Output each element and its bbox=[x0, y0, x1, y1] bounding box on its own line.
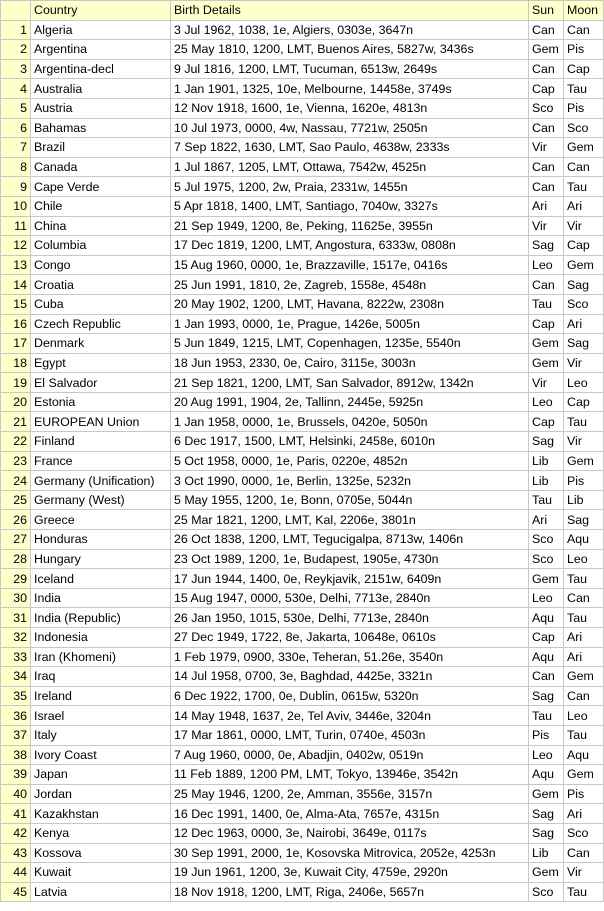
row-number-cell[interactable]: 8 bbox=[1, 157, 31, 177]
country-cell[interactable]: Iraq bbox=[31, 667, 171, 687]
sun-sign-cell[interactable]: Ari bbox=[529, 510, 564, 530]
birth-details-cell[interactable]: 12 Nov 1918, 1600, 1e, Vienna, 1620e, 4813n bbox=[171, 98, 529, 118]
moon-sign-cell[interactable]: Aqu bbox=[564, 745, 604, 765]
sun-sign-cell[interactable]: Vir bbox=[529, 138, 564, 158]
sun-sign-cell[interactable]: Sco bbox=[529, 98, 564, 118]
country-cell[interactable]: India (Republic) bbox=[31, 608, 171, 628]
sun-sign-cell[interactable]: Aqu bbox=[529, 765, 564, 785]
moon-sign-cell[interactable]: Pis bbox=[564, 471, 604, 491]
table-row bbox=[1, 784, 604, 804]
birth-details-cell[interactable]: 15 Aug 1947, 0000, 530e, Delhi, 7713e, 2840n bbox=[171, 588, 529, 608]
birth-details-cell[interactable]: 9 Jul 1816, 1200, LMT, Tucuman, 6513w, 2649s bbox=[171, 59, 529, 79]
table-row bbox=[1, 843, 604, 863]
table-row bbox=[1, 177, 604, 197]
row-number-cell[interactable]: 43 bbox=[1, 843, 31, 863]
country-cell[interactable]: Germany (West) bbox=[31, 490, 171, 510]
birth-details-cell[interactable]: 1 Jan 1993, 0000, 1e, Prague, 1426e, 5005n bbox=[171, 314, 529, 334]
table-row bbox=[1, 294, 604, 314]
birth-details-cell[interactable]: 12 Dec 1963, 0000, 3e, Nairobi, 3649e, 0117s bbox=[171, 823, 529, 843]
birth-details-cell[interactable]: 27 Dec 1949, 1722, 8e, Jakarta, 10648e, 0610s bbox=[171, 628, 529, 648]
country-cell[interactable]: El Salvador bbox=[31, 373, 171, 393]
table-row bbox=[1, 40, 604, 60]
moon-sign-cell[interactable]: Tau bbox=[564, 412, 604, 432]
moon-sign-cell[interactable]: Leo bbox=[564, 373, 604, 393]
row-number-cell[interactable]: 12 bbox=[1, 236, 31, 256]
country-cell[interactable]: Germany (Unification) bbox=[31, 471, 171, 491]
birth-details-cell[interactable]: 19 Jun 1961, 1200, 3e, Kuwait City, 4759e, 2920n bbox=[171, 863, 529, 883]
row-number-cell[interactable]: 1 bbox=[1, 20, 31, 40]
table-row bbox=[1, 588, 604, 608]
sun-sign-cell[interactable]: Leo bbox=[529, 255, 564, 275]
moon-sign-cell[interactable]: Leo bbox=[564, 706, 604, 726]
row-number-cell[interactable]: 41 bbox=[1, 804, 31, 824]
birth-details-cell[interactable]: 1 Jan 1958, 0000, 1e, Brussels, 0420e, 5050n bbox=[171, 412, 529, 432]
birth-details-cell[interactable]: 23 Oct 1989, 1200, 1e, Budapest, 1905e, 4730n bbox=[171, 549, 529, 569]
sun-sign-cell[interactable]: Gem bbox=[529, 784, 564, 804]
row-number-cell[interactable]: 44 bbox=[1, 863, 31, 883]
sun-sign-cell[interactable]: Gem bbox=[529, 40, 564, 60]
row-number-cell[interactable]: 42 bbox=[1, 823, 31, 843]
moon-sign-cell[interactable]: Sag bbox=[564, 334, 604, 354]
sun-sign-cell[interactable]: Gem bbox=[529, 863, 564, 883]
moon-sign-cell[interactable]: Vir bbox=[564, 432, 604, 452]
birth-details-column-header[interactable]: Birth Details bbox=[171, 1, 529, 21]
row-number-cell[interactable]: 21 bbox=[1, 412, 31, 432]
birth-details-cell[interactable]: 1 Feb 1979, 0900, 330e, Teheran, 51.26e, 3540n bbox=[171, 647, 529, 667]
country-cell[interactable]: Greece bbox=[31, 510, 171, 530]
table-row bbox=[1, 765, 604, 785]
moon-sign-cell[interactable]: Lib bbox=[564, 490, 604, 510]
row-number-cell[interactable]: 25 bbox=[1, 490, 31, 510]
country-cell[interactable]: Cuba bbox=[31, 294, 171, 314]
table-row bbox=[1, 549, 604, 569]
country-cell[interactable]: Hungary bbox=[31, 549, 171, 569]
sun-sign-cell[interactable]: Gem bbox=[529, 569, 564, 589]
country-cell[interactable]: Kuwait bbox=[31, 863, 171, 883]
country-cell[interactable]: Ivory Coast bbox=[31, 745, 171, 765]
birth-details-cell[interactable]: 16 Dec 1991, 1400, 0e, Alma-Ata, 7657e, 4315n bbox=[171, 804, 529, 824]
moon-sign-cell[interactable]: Cap bbox=[564, 59, 604, 79]
country-cell[interactable]: Czech Republic bbox=[31, 314, 171, 334]
birth-details-cell[interactable]: 25 Mar 1821, 1200, LMT, Kal, 2206e, 3801n bbox=[171, 510, 529, 530]
birth-details-cell[interactable]: 1 Jul 1867, 1205, LMT, Ottawa, 7542w, 4525n bbox=[171, 157, 529, 177]
birth-details-cell[interactable]: 10 Jul 1973, 0000, 4w, Nassau, 7721w, 2505n bbox=[171, 118, 529, 138]
row-number-cell[interactable]: 28 bbox=[1, 549, 31, 569]
table-row bbox=[1, 196, 604, 216]
country-cell[interactable]: Iceland bbox=[31, 569, 171, 589]
birth-details-cell[interactable]: 18 Jun 1953, 2330, 0e, Cairo, 3115e, 3003n bbox=[171, 353, 529, 373]
birth-details-cell[interactable]: 6 Dec 1922, 1700, 0e, Dublin, 0615w, 5320n bbox=[171, 686, 529, 706]
birth-details-cell[interactable]: 25 May 1810, 1200, LMT, Buenos Aires, 5827w, 3436s bbox=[171, 40, 529, 60]
table-row bbox=[1, 138, 604, 158]
sun-sign-cell[interactable]: Sag bbox=[529, 804, 564, 824]
table-row bbox=[1, 392, 604, 412]
country-cell[interactable]: Kossova bbox=[31, 843, 171, 863]
moon-sign-cell[interactable]: Tau bbox=[564, 79, 604, 99]
moon-sign-cell[interactable]: Gem bbox=[564, 138, 604, 158]
sun-sign-cell[interactable]: Cap bbox=[529, 628, 564, 648]
birth-details-cell[interactable]: 20 May 1902, 1200, LMT, Havana, 8222w, 2308n bbox=[171, 294, 529, 314]
table-row bbox=[1, 569, 604, 589]
table-row bbox=[1, 334, 604, 354]
moon-sign-cell[interactable]: Vir bbox=[564, 863, 604, 883]
birth-details-cell[interactable]: 1 Jan 1901, 1325, 10e, Melbourne, 14458e, 3749s bbox=[171, 79, 529, 99]
table-row bbox=[1, 823, 604, 843]
sun-sign-cell[interactable]: Vir bbox=[529, 373, 564, 393]
moon-sign-cell[interactable]: Ari bbox=[564, 804, 604, 824]
row-number-cell[interactable]: 23 bbox=[1, 451, 31, 471]
birth-details-cell[interactable]: 5 Oct 1958, 0000, 1e, Paris, 0220e, 4852n bbox=[171, 451, 529, 471]
table-row bbox=[1, 667, 604, 687]
sun-sign-cell[interactable]: Lib bbox=[529, 471, 564, 491]
country-cell[interactable]: Latvia bbox=[31, 882, 171, 902]
sun-sign-cell[interactable]: Sco bbox=[529, 530, 564, 550]
moon-sign-cell[interactable]: Pis bbox=[564, 98, 604, 118]
country-cell[interactable]: Ireland bbox=[31, 686, 171, 706]
row-number-cell[interactable]: 38 bbox=[1, 745, 31, 765]
row-number-cell[interactable]: 24 bbox=[1, 471, 31, 491]
birth-details-cell[interactable]: 3 Jul 1962, 1038, 1e, Algiers, 0303e, 3647n bbox=[171, 20, 529, 40]
table-row bbox=[1, 79, 604, 99]
sun-sign-cell[interactable]: Sag bbox=[529, 236, 564, 256]
table-row bbox=[1, 608, 604, 628]
row-number-cell[interactable]: 39 bbox=[1, 765, 31, 785]
moon-sign-cell[interactable]: Can bbox=[564, 20, 604, 40]
row-number-cell[interactable]: 31 bbox=[1, 608, 31, 628]
birth-details-cell[interactable]: 26 Jan 1950, 1015, 530e, Delhi, 7713e, 2840n bbox=[171, 608, 529, 628]
row-number-cell[interactable]: 34 bbox=[1, 667, 31, 687]
birth-details-cell[interactable]: 21 Sep 1949, 1200, 8e, Peking, 11625e, 3955n bbox=[171, 216, 529, 236]
sun-sign-cell[interactable]: Tau bbox=[529, 294, 564, 314]
country-cell[interactable]: Columbia bbox=[31, 236, 171, 256]
row-number-cell[interactable]: 32 bbox=[1, 628, 31, 648]
country-cell[interactable]: Bahamas bbox=[31, 118, 171, 138]
birth-details-cell[interactable]: 7 Sep 1822, 1630, LMT, Sao Paulo, 4638w, 2333s bbox=[171, 138, 529, 158]
table-row bbox=[1, 373, 604, 393]
row-number-cell[interactable]: 6 bbox=[1, 118, 31, 138]
row-number-cell[interactable]: 37 bbox=[1, 725, 31, 745]
birth-details-cell[interactable]: 14 Jul 1958, 0700, 3e, Baghdad, 4425e, 3321n bbox=[171, 667, 529, 687]
moon-sign-cell[interactable]: Cap bbox=[564, 236, 604, 256]
sun-column-header[interactable]: Sun bbox=[529, 1, 564, 21]
country-cell[interactable]: Kazakhstan bbox=[31, 804, 171, 824]
country-cell[interactable]: Algeria bbox=[31, 20, 171, 40]
country-cell[interactable]: Estonia bbox=[31, 392, 171, 412]
row-number-cell[interactable]: 30 bbox=[1, 588, 31, 608]
row-number-cell[interactable]: 36 bbox=[1, 706, 31, 726]
table-row bbox=[1, 118, 604, 138]
moon-sign-cell[interactable]: Gem bbox=[564, 255, 604, 275]
moon-sign-cell[interactable]: Cap bbox=[564, 392, 604, 412]
table-row bbox=[1, 628, 604, 648]
birth-details-cell[interactable]: 21 Sep 1821, 1200, LMT, San Salvador, 8912w, 1342n bbox=[171, 373, 529, 393]
table-row bbox=[1, 882, 604, 902]
sun-sign-cell[interactable]: Tau bbox=[529, 706, 564, 726]
sun-sign-cell[interactable]: Sag bbox=[529, 823, 564, 843]
country-cell[interactable]: France bbox=[31, 451, 171, 471]
moon-sign-cell[interactable]: Can bbox=[564, 157, 604, 177]
row-number-cell[interactable]: 27 bbox=[1, 530, 31, 550]
table-row bbox=[1, 804, 604, 824]
country-cell[interactable]: Iran (Khomeni) bbox=[31, 647, 171, 667]
sun-sign-cell[interactable]: Leo bbox=[529, 588, 564, 608]
country-cell[interactable]: Jordan bbox=[31, 784, 171, 804]
country-column-header[interactable]: Country bbox=[31, 1, 171, 21]
birth-details-cell[interactable]: 30 Sep 1991, 2000, 1e, Kosovska Mitrovica, 2052e, 4253n bbox=[171, 843, 529, 863]
table-row bbox=[1, 706, 604, 726]
table-row bbox=[1, 471, 604, 491]
row-number-cell[interactable]: 20 bbox=[1, 392, 31, 412]
sun-sign-cell[interactable]: Ari bbox=[529, 196, 564, 216]
table-row bbox=[1, 157, 604, 177]
table-row bbox=[1, 863, 604, 883]
sun-sign-cell[interactable]: Gem bbox=[529, 353, 564, 373]
sun-sign-cell[interactable]: Lib bbox=[529, 451, 564, 471]
table-row bbox=[1, 510, 604, 530]
birth-details-cell[interactable]: 14 May 1948, 1637, 2e, Tel Aviv, 3446e, 3204n bbox=[171, 706, 529, 726]
sun-sign-cell[interactable]: Leo bbox=[529, 745, 564, 765]
moon-sign-cell[interactable]: Leo bbox=[564, 549, 604, 569]
row-number-cell[interactable]: 26 bbox=[1, 510, 31, 530]
moon-sign-cell[interactable]: Pis bbox=[564, 784, 604, 804]
table-row bbox=[1, 490, 604, 510]
moon-sign-cell[interactable]: Tau bbox=[564, 569, 604, 589]
moon-sign-cell[interactable]: Gem bbox=[564, 451, 604, 471]
row-number-cell[interactable]: 22 bbox=[1, 432, 31, 452]
table-row bbox=[1, 98, 604, 118]
table-row bbox=[1, 686, 604, 706]
country-cell[interactable]: Cape Verde bbox=[31, 177, 171, 197]
row-number-cell[interactable]: 10 bbox=[1, 196, 31, 216]
row-number-cell[interactable]: 2 bbox=[1, 40, 31, 60]
country-cell[interactable]: Kenya bbox=[31, 823, 171, 843]
birth-details-cell[interactable]: 7 Aug 1960, 0000, 0e, Abadjin, 0402w, 0519n bbox=[171, 745, 529, 765]
row-number-cell[interactable]: 35 bbox=[1, 686, 31, 706]
birth-details-cell[interactable]: 17 Dec 1819, 1200, LMT, Angostura, 6333w, 0808n bbox=[171, 236, 529, 256]
row-number-cell[interactable]: 9 bbox=[1, 177, 31, 197]
row-number-cell[interactable]: 45 bbox=[1, 882, 31, 902]
moon-sign-cell[interactable]: Ari bbox=[564, 196, 604, 216]
row-number-cell[interactable]: 3 bbox=[1, 59, 31, 79]
moon-sign-cell[interactable]: Gem bbox=[564, 765, 604, 785]
sun-sign-cell[interactable]: Can bbox=[529, 157, 564, 177]
row-number-cell[interactable]: 7 bbox=[1, 138, 31, 158]
row-number-cell[interactable]: 40 bbox=[1, 784, 31, 804]
moon-sign-cell[interactable]: Tau bbox=[564, 882, 604, 902]
birth-details-cell[interactable]: 15 Aug 1960, 0000, 1e, Brazzaville, 1517e, 0416s bbox=[171, 255, 529, 275]
country-cell[interactable]: Brazil bbox=[31, 138, 171, 158]
country-cell[interactable]: Argentina-decl bbox=[31, 59, 171, 79]
table-row bbox=[1, 216, 604, 236]
sun-sign-cell[interactable]: Cap bbox=[529, 314, 564, 334]
sun-sign-cell[interactable]: Sco bbox=[529, 882, 564, 902]
sun-sign-cell[interactable]: Aqu bbox=[529, 608, 564, 628]
table-row bbox=[1, 59, 604, 79]
sun-sign-cell[interactable]: Can bbox=[529, 177, 564, 197]
sun-sign-cell[interactable]: Can bbox=[529, 20, 564, 40]
sun-sign-cell[interactable]: Sag bbox=[529, 686, 564, 706]
row-number-cell[interactable]: 18 bbox=[1, 353, 31, 373]
table-row bbox=[1, 255, 604, 275]
moon-sign-cell[interactable]: Vir bbox=[564, 216, 604, 236]
moon-sign-cell[interactable]: Vir bbox=[564, 353, 604, 373]
moon-sign-cell[interactable]: Sag bbox=[564, 275, 604, 295]
birth-details-cell[interactable]: 17 Mar 1861, 0000, LMT, Turin, 0740e, 4503n bbox=[171, 725, 529, 745]
moon-sign-cell[interactable]: Aqu bbox=[564, 530, 604, 550]
country-cell[interactable]: Congo bbox=[31, 255, 171, 275]
row-number-cell[interactable]: 11 bbox=[1, 216, 31, 236]
sun-sign-cell[interactable]: Leo bbox=[529, 392, 564, 412]
row-number-cell[interactable]: 4 bbox=[1, 79, 31, 99]
country-cell[interactable]: Chile bbox=[31, 196, 171, 216]
table-row bbox=[1, 647, 604, 667]
table-row bbox=[1, 451, 604, 471]
country-cell[interactable]: Argentina bbox=[31, 40, 171, 60]
table-row bbox=[1, 314, 604, 334]
birth-details-cell[interactable]: 6 Dec 1917, 1500, LMT, Helsinki, 2458e, 6010n bbox=[171, 432, 529, 452]
row-number-cell[interactable]: 5 bbox=[1, 98, 31, 118]
row-number-cell[interactable]: 19 bbox=[1, 373, 31, 393]
row-number-cell[interactable]: 14 bbox=[1, 275, 31, 295]
sun-sign-cell[interactable]: Cap bbox=[529, 412, 564, 432]
sun-sign-cell[interactable]: Sag bbox=[529, 432, 564, 452]
sun-sign-cell[interactable]: Can bbox=[529, 59, 564, 79]
country-cell[interactable]: Croatia bbox=[31, 275, 171, 295]
table-row bbox=[1, 725, 604, 745]
country-cell[interactable]: Egypt bbox=[31, 353, 171, 373]
table-row bbox=[1, 236, 604, 256]
moon-sign-cell[interactable]: Pis bbox=[564, 40, 604, 60]
table-row bbox=[1, 275, 604, 295]
moon-sign-cell[interactable]: Sco bbox=[564, 823, 604, 843]
moon-sign-cell[interactable]: Sco bbox=[564, 294, 604, 314]
row-number-header bbox=[1, 1, 31, 21]
country-cell[interactable]: Indonesia bbox=[31, 628, 171, 648]
row-number-cell[interactable]: 33 bbox=[1, 647, 31, 667]
moon-sign-cell[interactable]: Can bbox=[564, 686, 604, 706]
country-cell[interactable]: Honduras bbox=[31, 530, 171, 550]
sun-sign-cell[interactable]: Lib bbox=[529, 843, 564, 863]
moon-sign-cell[interactable]: Gem bbox=[564, 667, 604, 687]
country-cell[interactable]: India bbox=[31, 588, 171, 608]
moon-column-header[interactable]: Moon bbox=[564, 1, 604, 21]
row-number-cell[interactable]: 17 bbox=[1, 334, 31, 354]
birth-details-cell[interactable]: 5 Apr 1818, 1400, LMT, Santiago, 7040w, 3327s bbox=[171, 196, 529, 216]
country-cell[interactable]: China bbox=[31, 216, 171, 236]
sun-sign-cell[interactable]: Gem bbox=[529, 334, 564, 354]
country-cell[interactable]: Finland bbox=[31, 432, 171, 452]
table-row bbox=[1, 353, 604, 373]
birth-details-cell[interactable]: 3 Oct 1990, 0000, 1e, Berlin, 1325e, 5232n bbox=[171, 471, 529, 491]
moon-sign-cell[interactable]: Tau bbox=[564, 177, 604, 197]
country-cell[interactable]: Australia bbox=[31, 79, 171, 99]
moon-sign-cell[interactable]: Sag bbox=[564, 510, 604, 530]
birth-details-cell[interactable]: 5 Jul 1975, 1200, 2w, Praia, 2331w, 1455n bbox=[171, 177, 529, 197]
birth-details-cell[interactable]: 20 Aug 1991, 1904, 2e, Tallinn, 2445e, 5925n bbox=[171, 392, 529, 412]
row-number-cell[interactable]: 15 bbox=[1, 294, 31, 314]
moon-sign-cell[interactable]: Sco bbox=[564, 118, 604, 138]
moon-sign-cell[interactable]: Ari bbox=[564, 647, 604, 667]
moon-sign-cell[interactable]: Tau bbox=[564, 608, 604, 628]
birth-details-cell[interactable]: 5 May 1955, 1200, 1e, Bonn, 0705e, 5044n bbox=[171, 490, 529, 510]
moon-sign-cell[interactable]: Can bbox=[564, 588, 604, 608]
table-row bbox=[1, 20, 604, 40]
birth-details-cell[interactable]: 25 Jun 1991, 1810, 2e, Zagreb, 1558e, 4548n bbox=[171, 275, 529, 295]
country-cell[interactable]: Japan bbox=[31, 765, 171, 785]
birth-details-cell[interactable]: 26 Oct 1838, 1200, LMT, Tegucigalpa, 8713w, 1406n bbox=[171, 530, 529, 550]
moon-sign-cell[interactable]: Ari bbox=[564, 628, 604, 648]
birth-details-cell[interactable]: 11 Feb 1889, 1200 PM, LMT, Tokyo, 13946e, 3542n bbox=[171, 765, 529, 785]
country-cell[interactable]: Italy bbox=[31, 725, 171, 745]
sun-sign-cell[interactable]: Can bbox=[529, 275, 564, 295]
country-cell[interactable]: Israel bbox=[31, 706, 171, 726]
moon-sign-cell[interactable]: Ari bbox=[564, 314, 604, 334]
country-cell[interactable]: Canada bbox=[31, 157, 171, 177]
sun-sign-cell[interactable]: Tau bbox=[529, 490, 564, 510]
birth-details-cell[interactable]: 25 May 1946, 1200, 2e, Amman, 3556e, 3157n bbox=[171, 784, 529, 804]
sun-sign-cell[interactable]: Cap bbox=[529, 79, 564, 99]
birth-details-cell[interactable]: 17 Jun 1944, 1400, 0e, Reykjavik, 2151w, 6409n bbox=[171, 569, 529, 589]
sun-sign-cell[interactable]: Pis bbox=[529, 725, 564, 745]
moon-sign-cell[interactable]: Tau bbox=[564, 725, 604, 745]
sun-sign-cell[interactable]: Vir bbox=[529, 216, 564, 236]
sun-sign-cell[interactable]: Can bbox=[529, 667, 564, 687]
row-number-cell[interactable]: 16 bbox=[1, 314, 31, 334]
country-cell[interactable]: Austria bbox=[31, 98, 171, 118]
country-cell[interactable]: EUROPEAN Union bbox=[31, 412, 171, 432]
row-number-cell[interactable]: 29 bbox=[1, 569, 31, 589]
table-body bbox=[1, 20, 604, 902]
row-number-cell[interactable]: 13 bbox=[1, 255, 31, 275]
moon-sign-cell[interactable]: Can bbox=[564, 843, 604, 863]
birth-details-cell[interactable]: 18 Nov 1918, 1200, LMT, Riga, 2406e, 5657n bbox=[171, 882, 529, 902]
birth-details-cell[interactable]: 5 Jun 1849, 1215, LMT, Copenhagen, 1235e, 5540n bbox=[171, 334, 529, 354]
sun-sign-cell[interactable]: Can bbox=[529, 118, 564, 138]
sun-sign-cell[interactable]: Aqu bbox=[529, 647, 564, 667]
country-cell[interactable]: Denmark bbox=[31, 334, 171, 354]
table-row bbox=[1, 412, 604, 432]
table-row bbox=[1, 745, 604, 765]
table-row bbox=[1, 432, 604, 452]
sun-sign-cell[interactable]: Sco bbox=[529, 549, 564, 569]
table-row bbox=[1, 530, 604, 550]
header-row bbox=[1, 1, 604, 21]
